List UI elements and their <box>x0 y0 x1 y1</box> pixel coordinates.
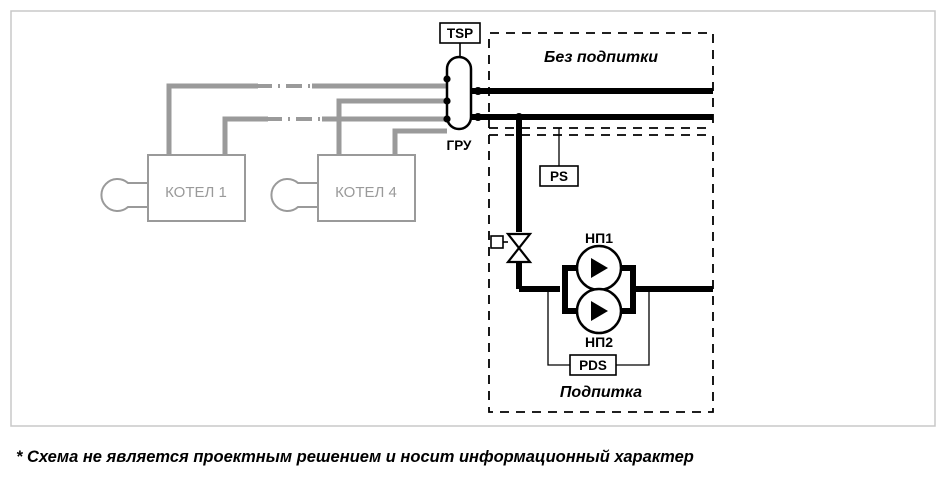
zone-makeup-label: Подпитка <box>559 384 643 401</box>
gru-manifold <box>447 57 471 129</box>
boiler-1-burner-icon <box>101 179 148 211</box>
pump-1-label: НП1 <box>585 230 613 246</box>
pump-1-outlet-pipe <box>621 268 633 289</box>
boiler-4-return-pipe <box>395 131 447 155</box>
makeup-tee-dot <box>515 113 523 121</box>
valve-actuator-box <box>491 236 503 248</box>
pump-2-label: НП2 <box>585 334 613 350</box>
pump-2-outlet-pipe <box>621 289 633 311</box>
pds-label: PDS <box>579 358 607 373</box>
tsp-label: TSP <box>446 26 474 41</box>
return-junction-dot <box>474 113 482 121</box>
supply-junction-dot <box>474 87 482 95</box>
boiler-1-return-pipe <box>225 119 447 155</box>
gru-port-dot-1 <box>443 75 450 82</box>
zone-no-makeup-label: Без подпитки <box>544 49 658 66</box>
footnote-text: * Схема не является проектным решением и носит информационный характер <box>16 448 694 466</box>
gru-label: ГРУ <box>446 138 472 153</box>
boiler-4-burner-icon <box>271 179 318 211</box>
pump-2-inlet-pipe <box>565 289 577 311</box>
ps-label: PS <box>549 169 569 184</box>
zone-no-makeup-border <box>489 33 713 128</box>
boiler-4-label: КОТЕЛ 4 <box>335 184 397 201</box>
gru-port-dot-3 <box>443 115 450 122</box>
gru-port-dot-2 <box>443 97 450 104</box>
pump-1-inlet-pipe <box>565 268 577 289</box>
boiler-1-label: КОТЕЛ 1 <box>165 184 227 201</box>
